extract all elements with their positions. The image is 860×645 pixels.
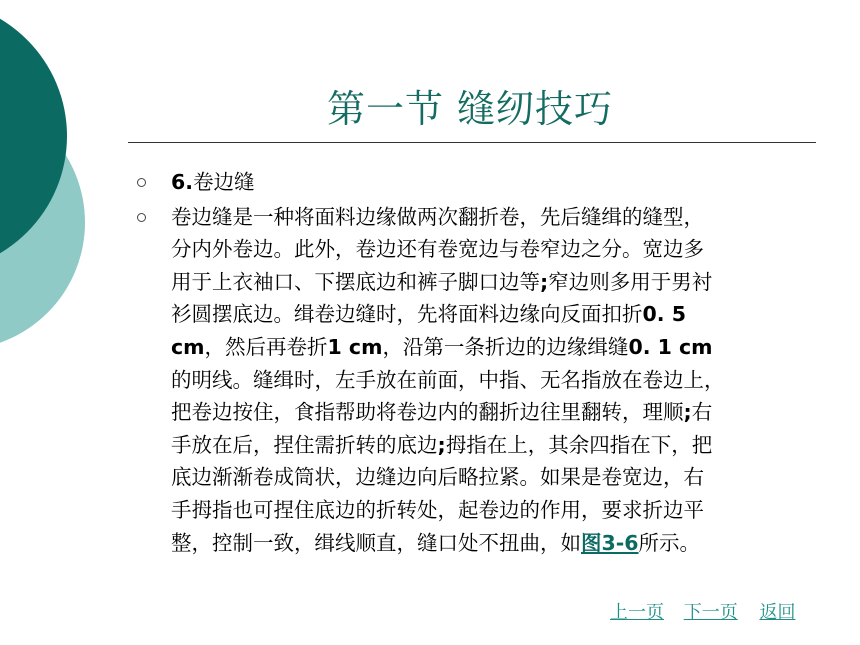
body-text-bold: 1 cm — [327, 334, 383, 359]
bullet-number: 6. — [171, 170, 194, 194]
bullet-circle-icon — [137, 178, 146, 187]
body-text: 用于上衣袖口、下摆底边和裤子脚口边等 — [171, 269, 540, 294]
body-line-2: 分内外卷边。此外，卷边还有卷宽边与卷窄边之分。宽边多 — [171, 237, 704, 262]
slide-navigation — [610, 598, 795, 624]
body-text: 把卷边按住，食指帮助将卷边内的翻折边往里翻转，理顺 — [171, 400, 684, 425]
body-text: 右 — [691, 400, 713, 425]
bullet-heading-text: 卷边缝 — [193, 170, 255, 194]
body-line-1: 卷边缝是一种将面料边缘做两次翻折卷，先后缝缉的缝型， — [171, 204, 704, 229]
body-text-bold: ; — [540, 269, 549, 294]
bullet-item-heading — [135, 166, 815, 199]
bullet-list — [135, 166, 815, 561]
body-text: ，沿第一条折边的边缘缉缝 — [382, 334, 629, 359]
body-text: 拇指在上，其余四指在下，把 — [445, 432, 713, 457]
body-text-bold: 0. 1 cm — [628, 334, 713, 359]
body-line-8 — [171, 429, 815, 462]
body-text: 手放在后，捏住需折转的底边 — [171, 432, 438, 457]
body-text: 衫圆摆底边。缉卷边缝时，先将面料边缘向反面扣折 — [171, 302, 643, 327]
title-divider — [128, 142, 816, 143]
body-text-bold: 0. 5 — [642, 302, 686, 327]
body-text: ，然后再卷折 — [204, 334, 328, 359]
body-line-9: 底边渐渐卷成筒状，边缝边向后略拉紧。如果是卷宽边，右 — [171, 465, 704, 490]
body-line-10: 手拇指也可捏住底边的折转处，起卷边的作用，要求折边平 — [171, 497, 704, 522]
body-text: 所示。 — [638, 530, 701, 555]
prev-page-link[interactable]: 上一页 — [610, 602, 664, 623]
bullet-line — [171, 166, 815, 199]
slide-title: 第一节 缝纫技巧 — [326, 87, 614, 131]
body-text-bold: ; — [683, 400, 692, 425]
body-line-7 — [171, 396, 815, 429]
next-page-link[interactable]: 下一页 — [683, 602, 738, 623]
body-line-5 — [171, 331, 815, 364]
body-text: 整，控制一致，缉线顺直，缝口处不扭曲，如 — [171, 530, 581, 555]
body-text-bold: cm — [171, 334, 205, 359]
body-text: 窄边则多用于男衬 — [548, 269, 713, 294]
bullet-circle-icon — [137, 213, 146, 222]
body-line-11 — [171, 527, 815, 560]
body-text-bold: ; — [437, 432, 446, 457]
bullet-item-body — [135, 201, 815, 560]
figure-link[interactable]: 图3-6 — [581, 530, 639, 555]
body-line-4 — [171, 298, 815, 331]
body-line-6: 的明线。缝缉时，左手放在前面，中指、无名指放在卷边上， — [171, 367, 725, 392]
back-link[interactable]: 返回 — [759, 602, 796, 623]
body-line-3 — [171, 266, 815, 299]
